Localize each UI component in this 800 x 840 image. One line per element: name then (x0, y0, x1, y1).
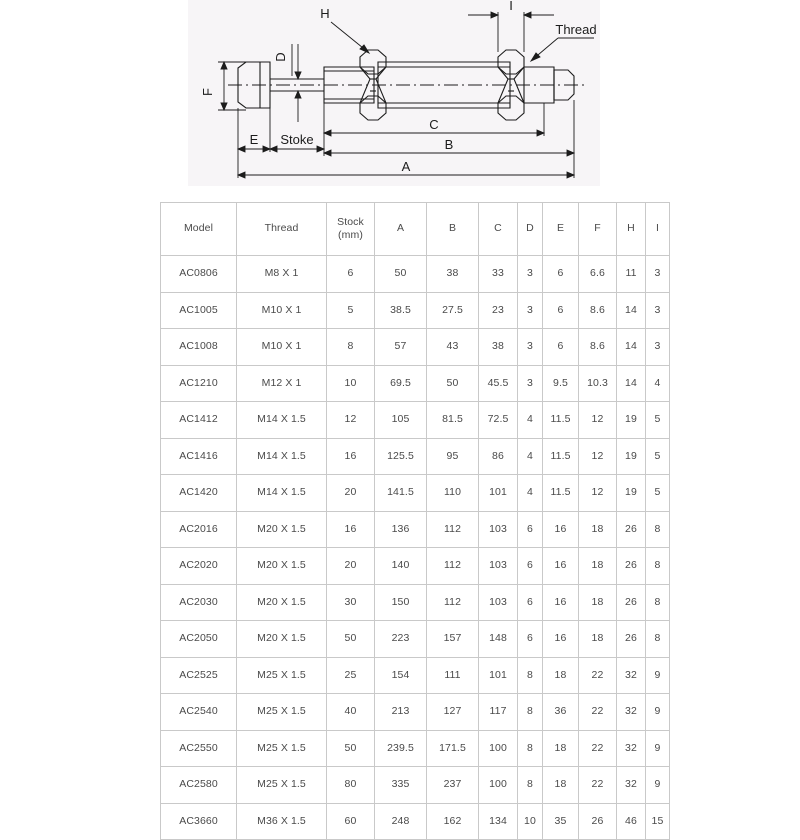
cell-d: 3 (518, 329, 543, 366)
cell-stock: 80 (327, 767, 375, 804)
cell-thread: M20 X 1.5 (237, 511, 327, 548)
cell-h: 14 (617, 292, 646, 329)
cell-c: 86 (479, 438, 518, 475)
cell-b: 237 (427, 767, 479, 804)
column-header-e: E (543, 203, 579, 256)
cell-stock: 6 (327, 256, 375, 293)
column-header-thread: Thread (237, 203, 327, 256)
cell-model: AC2020 (161, 548, 237, 585)
cell-c: 148 (479, 621, 518, 658)
cell-d: 6 (518, 584, 543, 621)
cell-e: 18 (543, 730, 579, 767)
cell-b: 111 (427, 657, 479, 694)
cell-f: 18 (579, 511, 617, 548)
cell-a: 223 (375, 621, 427, 658)
dimension-label-e: E (249, 132, 259, 147)
cell-h: 26 (617, 621, 646, 658)
cell-stock: 20 (327, 548, 375, 585)
cell-c: 103 (479, 584, 518, 621)
cell-thread: M14 X 1.5 (237, 438, 327, 475)
cell-c: 103 (479, 548, 518, 585)
cell-c: 45.5 (479, 365, 518, 402)
dimension-label-c: C (429, 117, 439, 132)
cell-e: 6 (543, 256, 579, 293)
cell-f: 12 (579, 438, 617, 475)
cell-model: AC2050 (161, 621, 237, 658)
cell-thread: M10 X 1 (237, 292, 327, 329)
cell-a: 57 (375, 329, 427, 366)
dimension-label-stoke: Stoke (280, 132, 314, 147)
cell-h: 19 (617, 402, 646, 439)
cell-f: 8.6 (579, 329, 617, 366)
cell-c: 134 (479, 803, 518, 840)
shock-absorber-diagram (188, 0, 600, 186)
cell-b: 38 (427, 256, 479, 293)
cell-stock: 16 (327, 511, 375, 548)
cell-f: 26 (579, 803, 617, 840)
cell-c: 100 (479, 730, 518, 767)
table-row (161, 438, 670, 475)
cell-h: 32 (617, 694, 646, 731)
dimension-label-a: A (401, 159, 411, 174)
cell-model: AC1412 (161, 402, 237, 439)
cell-model: AC1420 (161, 475, 237, 512)
cell-model: AC3660 (161, 803, 237, 840)
cell-i: 9 (646, 730, 670, 767)
cell-a: 125.5 (375, 438, 427, 475)
cell-i: 9 (646, 694, 670, 731)
cell-b: 171.5 (427, 730, 479, 767)
leader-thread (531, 38, 594, 61)
cell-f: 22 (579, 694, 617, 731)
cell-c: 33 (479, 256, 518, 293)
cell-model: AC2580 (161, 767, 237, 804)
cell-i: 4 (646, 365, 670, 402)
table-row (161, 730, 670, 767)
cell-a: 335 (375, 767, 427, 804)
cell-a: 69.5 (375, 365, 427, 402)
cell-d: 3 (518, 256, 543, 293)
cell-a: 105 (375, 402, 427, 439)
cell-b: 112 (427, 548, 479, 585)
cell-e: 16 (543, 511, 579, 548)
column-header-b: B (427, 203, 479, 256)
cell-d: 6 (518, 511, 543, 548)
cell-e: 9.5 (543, 365, 579, 402)
cell-b: 50 (427, 365, 479, 402)
cell-i: 3 (646, 256, 670, 293)
cell-f: 18 (579, 548, 617, 585)
cell-thread: M20 X 1.5 (237, 548, 327, 585)
cell-stock: 30 (327, 584, 375, 621)
cell-stock: 50 (327, 730, 375, 767)
cell-model: AC2540 (161, 694, 237, 731)
cell-thread: M12 X 1 (237, 365, 327, 402)
table-row (161, 584, 670, 621)
cell-stock: 20 (327, 475, 375, 512)
cell-d: 6 (518, 548, 543, 585)
cell-b: 127 (427, 694, 479, 731)
cell-d: 8 (518, 657, 543, 694)
cell-b: 110 (427, 475, 479, 512)
cell-a: 38.5 (375, 292, 427, 329)
dimension-i (468, 12, 554, 52)
cell-i: 9 (646, 767, 670, 804)
cell-a: 239.5 (375, 730, 427, 767)
cell-c: 117 (479, 694, 518, 731)
cell-b: 112 (427, 511, 479, 548)
cell-f: 22 (579, 767, 617, 804)
cell-b: 27.5 (427, 292, 479, 329)
dimension-f (218, 62, 246, 110)
cell-i: 15 (646, 803, 670, 840)
cell-stock: 40 (327, 694, 375, 731)
cell-b: 112 (427, 584, 479, 621)
dimension-label-h: H (320, 6, 330, 21)
cell-i: 8 (646, 621, 670, 658)
cell-model: AC1210 (161, 365, 237, 402)
cell-model: AC2525 (161, 657, 237, 694)
table-row (161, 767, 670, 804)
cell-thread: M10 X 1 (237, 329, 327, 366)
cell-thread: M20 X 1.5 (237, 584, 327, 621)
table-row (161, 475, 670, 512)
cell-thread: M20 X 1.5 (237, 621, 327, 658)
cell-f: 8.6 (579, 292, 617, 329)
cell-c: 100 (479, 767, 518, 804)
cell-thread: M8 X 1 (237, 256, 327, 293)
cell-stock: 60 (327, 803, 375, 840)
cell-i: 5 (646, 475, 670, 512)
table-row (161, 292, 670, 329)
column-header-h: H (617, 203, 646, 256)
cell-d: 10 (518, 803, 543, 840)
table-row (161, 548, 670, 585)
cell-a: 248 (375, 803, 427, 840)
cell-thread: M36 X 1.5 (237, 803, 327, 840)
cell-thread: M14 X 1.5 (237, 402, 327, 439)
column-header-model: Model (161, 203, 237, 256)
column-header-c: C (479, 203, 518, 256)
table-header-row (161, 203, 670, 256)
cell-e: 18 (543, 657, 579, 694)
cell-stock: 12 (327, 402, 375, 439)
specification-table (160, 202, 670, 840)
cell-d: 8 (518, 767, 543, 804)
column-header-stock-line2: (mm) (338, 229, 363, 241)
cell-d: 8 (518, 730, 543, 767)
cell-model: AC2550 (161, 730, 237, 767)
cell-f: 12 (579, 475, 617, 512)
dimension-label-f: F (200, 88, 215, 96)
cell-h: 32 (617, 730, 646, 767)
cell-stock: 8 (327, 329, 375, 366)
cell-d: 3 (518, 292, 543, 329)
cell-f: 18 (579, 584, 617, 621)
cell-thread: M25 X 1.5 (237, 657, 327, 694)
cell-a: 141.5 (375, 475, 427, 512)
cell-stock: 10 (327, 365, 375, 402)
cell-i: 9 (646, 657, 670, 694)
cell-h: 19 (617, 438, 646, 475)
cell-thread: M25 X 1.5 (237, 767, 327, 804)
cell-model: AC2030 (161, 584, 237, 621)
cell-d: 4 (518, 475, 543, 512)
cell-thread: M25 X 1.5 (237, 730, 327, 767)
table-body (161, 256, 670, 840)
cell-f: 22 (579, 730, 617, 767)
cell-e: 16 (543, 584, 579, 621)
cell-c: 103 (479, 511, 518, 548)
cell-e: 16 (543, 621, 579, 658)
cell-h: 46 (617, 803, 646, 840)
cell-f: 18 (579, 621, 617, 658)
cell-i: 8 (646, 548, 670, 585)
cell-i: 8 (646, 511, 670, 548)
cell-i: 3 (646, 329, 670, 366)
cell-f: 22 (579, 657, 617, 694)
table-row (161, 329, 670, 366)
cell-e: 11.5 (543, 475, 579, 512)
dimension-label-b: B (444, 137, 454, 152)
table-row (161, 256, 670, 293)
cell-e: 6 (543, 329, 579, 366)
cell-f: 12 (579, 402, 617, 439)
column-header-i: I (646, 203, 670, 256)
cell-d: 4 (518, 402, 543, 439)
cell-e: 16 (543, 548, 579, 585)
cell-c: 101 (479, 475, 518, 512)
cell-d: 4 (518, 438, 543, 475)
cell-h: 32 (617, 657, 646, 694)
cell-model: AC1008 (161, 329, 237, 366)
cell-i: 3 (646, 292, 670, 329)
column-header-a: A (375, 203, 427, 256)
table-row (161, 694, 670, 731)
column-header-f: F (579, 203, 617, 256)
cell-c: 72.5 (479, 402, 518, 439)
cell-stock: 25 (327, 657, 375, 694)
cell-e: 6 (543, 292, 579, 329)
diagram-panel (188, 0, 600, 186)
cell-e: 11.5 (543, 402, 579, 439)
cell-stock: 16 (327, 438, 375, 475)
cell-thread: M14 X 1.5 (237, 475, 327, 512)
cell-model: AC0806 (161, 256, 237, 293)
cell-e: 18 (543, 767, 579, 804)
cell-a: 150 (375, 584, 427, 621)
cell-f: 10.3 (579, 365, 617, 402)
dimension-d (292, 44, 301, 122)
cell-b: 95 (427, 438, 479, 475)
dimension-label-thread: Thread (555, 22, 597, 37)
cell-a: 154 (375, 657, 427, 694)
cell-thread: M25 X 1.5 (237, 694, 327, 731)
cell-stock: 5 (327, 292, 375, 329)
cell-a: 136 (375, 511, 427, 548)
cell-c: 38 (479, 329, 518, 366)
cell-stock: 50 (327, 621, 375, 658)
cell-a: 213 (375, 694, 427, 731)
cell-h: 32 (617, 767, 646, 804)
cell-b: 157 (427, 621, 479, 658)
cell-h: 14 (617, 329, 646, 366)
cell-f: 6.6 (579, 256, 617, 293)
cell-d: 6 (518, 621, 543, 658)
table-row (161, 621, 670, 658)
cell-h: 14 (617, 365, 646, 402)
cell-h: 26 (617, 511, 646, 548)
cell-h: 26 (617, 584, 646, 621)
cell-model: AC1005 (161, 292, 237, 329)
leader-h (331, 22, 369, 53)
cell-i: 5 (646, 402, 670, 439)
table-row (161, 657, 670, 694)
specification-table-container (160, 202, 664, 840)
cell-i: 5 (646, 438, 670, 475)
cell-b: 43 (427, 329, 479, 366)
cell-a: 50 (375, 256, 427, 293)
dimension-label-i: I (509, 0, 513, 13)
cell-b: 162 (427, 803, 479, 840)
table-row (161, 511, 670, 548)
column-header-stock (327, 203, 375, 256)
cell-h: 26 (617, 548, 646, 585)
table-row (161, 402, 670, 439)
cell-d: 8 (518, 694, 543, 731)
table-row (161, 803, 670, 840)
cell-e: 11.5 (543, 438, 579, 475)
cell-model: AC2016 (161, 511, 237, 548)
cell-h: 19 (617, 475, 646, 512)
column-header-d: D (518, 203, 543, 256)
dimension-label-d: D (273, 52, 288, 62)
cell-e: 36 (543, 694, 579, 731)
cell-b: 81.5 (427, 402, 479, 439)
cell-i: 8 (646, 584, 670, 621)
cell-a: 140 (375, 548, 427, 585)
cell-c: 23 (479, 292, 518, 329)
table-row (161, 365, 670, 402)
column-header-stock-line1: Stock (337, 215, 364, 228)
cell-d: 3 (518, 365, 543, 402)
cell-e: 35 (543, 803, 579, 840)
cell-c: 101 (479, 657, 518, 694)
cell-h: 11 (617, 256, 646, 293)
cell-model: AC1416 (161, 438, 237, 475)
